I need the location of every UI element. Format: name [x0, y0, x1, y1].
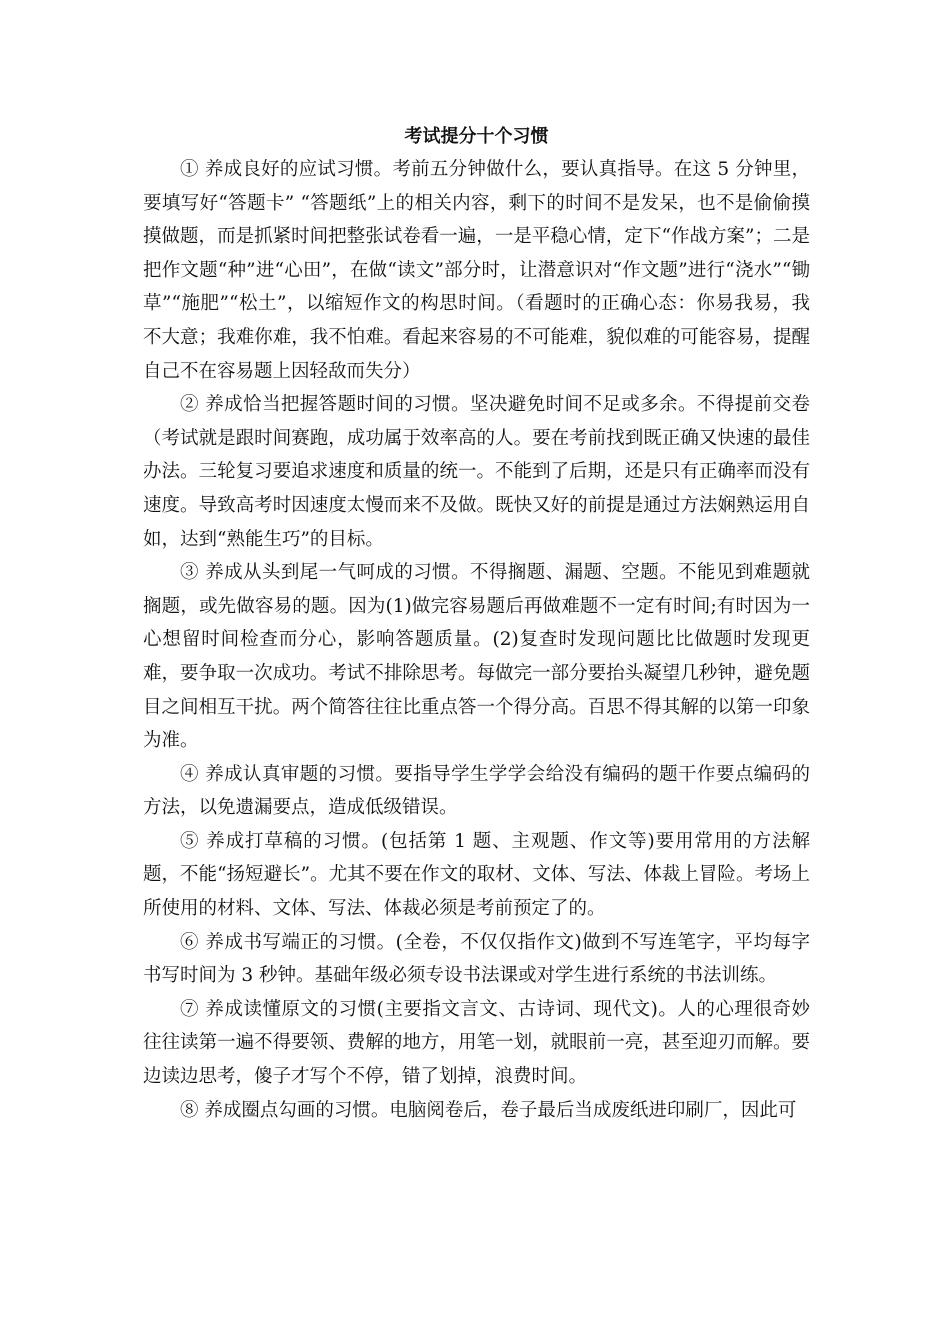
document-title: 考试提分十个习惯 — [404, 126, 549, 147]
paragraph-habit-6: ⑥ 养成书写端正的习惯。(全卷，不仅仅指作文)做到不写连笔字，平均每字书写时间为 3 秒钟。基础年级必须专设书法课或对学生进行系统的书法训练。 — [143, 931, 810, 987]
document-body — [143, 121, 810, 1127]
paragraph-habit-4: ④ 养成认真审题的习惯。要指导学生学学会给没有编码的题干作要点编码的方法，以免遗漏要点，造成低级错误。 — [143, 763, 810, 819]
paragraph-habit-7: ⑦ 养成读懂原文的习惯(主要指文言文、古诗词、现代文)。人的心理很奇妙往往读第一遍不得要领、费解的地方，用笔一划，就眼前一亮，甚至迎刃而解。要边读边思考，傻子才写个不停，错了划掉，浪费时间。 — [143, 998, 810, 1088]
paragraph-habit-2: ② 养成恰当把握答题时间的习惯。坚决避免时间不足或多余。不得提前交卷（考试就是跟时间赛跑，成功属于效率高的人。要在考前找到既正确又快速的最佳办法。三轮复习要追求速度和质量的统一。不能到了后期，还是只有正确率而没有速度。导致高考时因速度太慢而来不及做。既快又好的前提是通过方法娴熟运用自如，达到“熟能生巧”的目标。 — [143, 394, 810, 550]
paragraph-habit-5: ⑤ 养成打草稿的习惯。(包括第 1 题、主观题、作文等)要用常用的方法解题，不能“扬短避长”。尤其不要在作文的取材、文体、写法、体裁上冒险。考场上所使用的材料、文体、写法、体裁必须是考前预定了的。 — [143, 830, 810, 920]
paragraph-habit-1: ① 养成良好的应试习惯。考前五分钟做什么，要认真指导。在这 5 分钟里，要填写好“答题卡” “答题纸”上的相关内容，剩下的时间不是发呆，也不是偷偷摸摸做题，而是抓紧时间把整张试卷看一遍，一是平稳心情，定下“作战方案”；二是把作文题“种”进“心田”，在做“读文”部分时，让潜意识对“作文题”进行“浇水”“锄草”“施肥”“松土”，以缩短作文的构思时间。（看题时的正确心态：你易我易，我不大意；我难你难，我不怕难。看起来容易的不可能难，貌似难的可能容易，提醒自己不在容易题上因轻敌而失分） — [143, 159, 810, 382]
paragraph-habit-8: ⑧ 养成圈点勾画的习惯。电脑阅卷后，卷子最后当成废纸进印刷厂，因此可 — [180, 1099, 797, 1121]
paragraph-habit-3: ③ 养成从头到尾一气呵成的习惯。不得搁题、漏题、空题。不能见到难题就搁题，或先做容易的题。因为(1)做完容易题后再做难题不一定有时间;有时因为一心想留时间检查而分心，影响答题质量。(2)复查时发现问题比比做题时发现更难，要争取一次成功。考试不排除思考。每做完一部分要抬头凝望几秒钟，避免题目之间相互干扰。两个简答往往比重点答一个得分高。百思不得其解的以第一印象为准。 — [143, 562, 810, 752]
